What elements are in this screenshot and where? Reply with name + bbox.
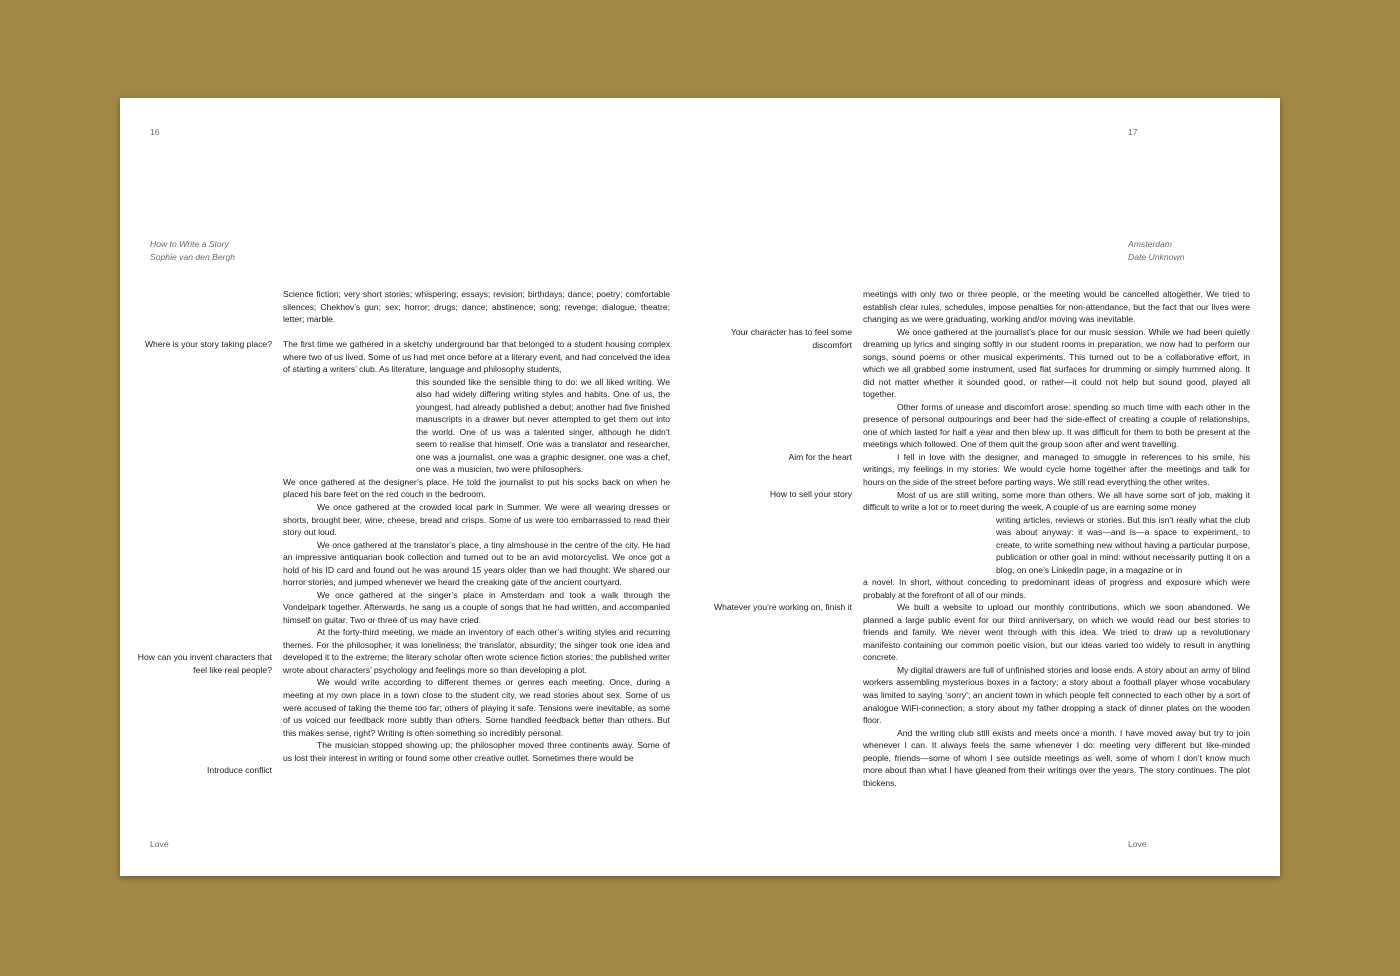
aside-discomfort: Your character has to feel some discomfort: [730, 327, 852, 350]
story-date: Date Unknown: [1128, 252, 1185, 262]
left-body-text: [283, 288, 670, 764]
aside-heart: Aim for the heart: [788, 452, 852, 462]
paragraph: We would write according to different themes or genres each meeting. Once, during a meeting at my own place in a town close to the student city, we read stories about sex. Some of us were accused of taking the theme too far; others of playing it safe. Tensions were inevitable, as some of us voiced our feedback more subtly than others. Some handled feedback better than others. But this makes sense, right? Writing is often something so incredibly personal.: [283, 677, 670, 738]
paragraph: The first time we gathered in a sketchy underground bar that belonged to a student housing complex where two of us lived. Some of us had met once before at a literary event, and had conceived the idea of starting a writers’ club. As literature, language and philosophy students,: [283, 339, 670, 375]
aside-characters: How can you invent characters that feel like real people?: [137, 652, 272, 675]
paragraph: We built a website to upload our monthly contributions, which we soon abandoned. We planned a large public event for our third anniversary, on which we would read our best stories to friends and family. We never went through with this idea. We tried to draw up a revolutionary manifesto containing our common poetic vision, but our ideas varied too widely to result in anything concrete.: [863, 602, 1250, 663]
book-spread: [120, 98, 1280, 876]
paragraph: Most of us are still writing, some more than others. We all have some sort of job, making it difficult to write a lot or to meet during the week. A couple of us are earning some money: [863, 489, 1250, 513]
page-number-right: 17: [1128, 127, 1138, 137]
footer-left: Love: [150, 839, 169, 849]
page-number-left: 16: [150, 127, 160, 137]
paragraph: We once gathered at the singer’s place in Amsterdam and took a walk through the Vondelpark together. Afterwards, he sang us a couple of songs that he had written, and accompanied himself on guitar. Two or three of us may have cried.: [283, 589, 670, 625]
story-author: Sophie van den Bergh: [150, 252, 236, 262]
paragraph: I fell in love with the designer, and managed to smuggle in references to his smile, his writings, my feelings in my stories. We would cycle home together after the meetings and talk for hours on the side of the street before parting ways. We still read everything the other writes.: [863, 451, 1250, 487]
aside-sell: How to sell your story: [769, 489, 852, 499]
right-body-text: [863, 288, 1250, 789]
paragraph: My digital drawers are full of unfinished stories and loose ends. A story about an army of blind workers assembling mysterious boxes in a factory; a story about a football player whose vocabulary was limited to saying ‘sorry’; an ancient town in which people felt connected to each other by a sort of analogue WiFi-connection; a story about my father dropping a stack of dinner plates on the wooden floor.: [863, 664, 1251, 726]
paragraph: We once gathered at the journalist’s place for our music session. While we had been quietly dreaming up lyrics and singing softly in our student rooms in preparation, we now had to perform our songs, sound poems or other musical experiments. This turned out to be a collaborative effort, in which we all grabbed some instrument, used flat surfaces for drumming or simply hummed along. It did not matter whether it sounded good, or rather—it could not help but sound good, played all together.: [863, 326, 1250, 400]
aside-finish: Whatever you’re working on, finish it: [713, 602, 852, 612]
aside-setting: Where is your story taking place?: [144, 339, 272, 349]
paragraph: At the forty-third meeting, we made an inventory of each other’s writing styles and recurring themes. For the philosopher, it was loneliness; the translator, absurdity; the singer took one idea and developed it to the extreme; the literary scholar often wrote science fiction stories; the published writer wrote about characters’ psychology and feelings more so than developing a plot.: [283, 627, 670, 675]
paragraph-inset: writing articles, reviews or stories. But this isn’t really what the club was about anyway: it was—and is—a space to experiment, to create, to write something new without having a particular purpose, publication or other goal in mind: without necessarily putting it on a blog, on one’s LinkedIn page, in a magazine or in: [996, 514, 1250, 575]
paragraph: The musician stopped showing up; the philosopher moved three continents away. Some of us lost their interest in writing or found some other creative outlet. Sometimes there would be: [283, 740, 670, 763]
paragraph: We once gathered at the designer’s place. He told the journalist to put his socks back on when he placed his bare feet on the red couch in the bedroom.: [283, 476, 670, 500]
paragraph: a novel. In short, without conceding to predominant ideas of progress and exposure which were probably at the forefront of all of our minds.: [863, 577, 1250, 600]
paragraph: And the writing club still exists and meets once a month. I have moved away but try to join whenever I can. It always feels the same whenever I do: meeting very different but like-minded people, friends—some of whom I see outside meetings as well, some of whom I don’t know much more about than what I have gleaned from their writings over the years. The story continues. The plot thickens.: [863, 727, 1250, 788]
paragraph: Other forms of unease and discomfort arose: spending so much time with each other in the presence of personal outpourings and beer had the side-effect of creating a couple of relationships, one of which lasted for half a year and then blew up. It was difficult for them to both be present at the meetings which followed. One of them quit the group soon after and went travelling.: [863, 401, 1250, 450]
footer-right: Love: [1128, 839, 1147, 849]
paragraph: meetings with only two or three people, or the meeting would be cancelled altogether. We tried to establish clear rules, schedules, impose penalties for non-attendance, but the fact that our lives were changing as we were graduating, working and/or moving was inevitable.: [863, 289, 1250, 325]
paragraph: Science fiction; very short stories; whispering; essays; revision; birthdays; dance; poetry; comfortable silences; Chekhov’s gun; sex; horror; drugs; dance; abstinence; song; revenge; dialogue; theatre; letter; marble.: [283, 289, 670, 325]
paragraph: We once gathered at the crowded local park in Summer. We were all wearing dresses or shorts, brought beer, wine, cheese, bread and crisps. Some of us were too embarrassed to read their story out loud.: [283, 502, 670, 538]
paragraph-inset: this sounded like the sensible thing to do: we all liked writing. We also had widely differing writing styles and habits. One of us, the youngest, had already published a debut; another had five finished manuscripts in a drawer but never attempted to get them out into the world. One of us was a talented singer, although he didn’t seem to realise that himself. One was a translator and researcher, one was a journalist, one was a graphic designer, one was a chef, one was a musician, two were philosophers.: [416, 376, 670, 475]
paragraph: We once gathered at the translator’s place, a tiny almshouse in the centre of the city. He had an impressive antiquarian book collection and turned out to be an avid motorcyclist. We once got a hold of his ID card and found out he was around 15 years older than we had thought. We shared our horror stories, and jumped whenever we heard the creaking gate of the ancient courtyard.: [283, 539, 670, 588]
story-title: How to Write a Story: [150, 239, 229, 249]
story-place: Amsterdam: [1128, 239, 1172, 249]
aside-conflict: Introduce conflict: [207, 765, 272, 775]
